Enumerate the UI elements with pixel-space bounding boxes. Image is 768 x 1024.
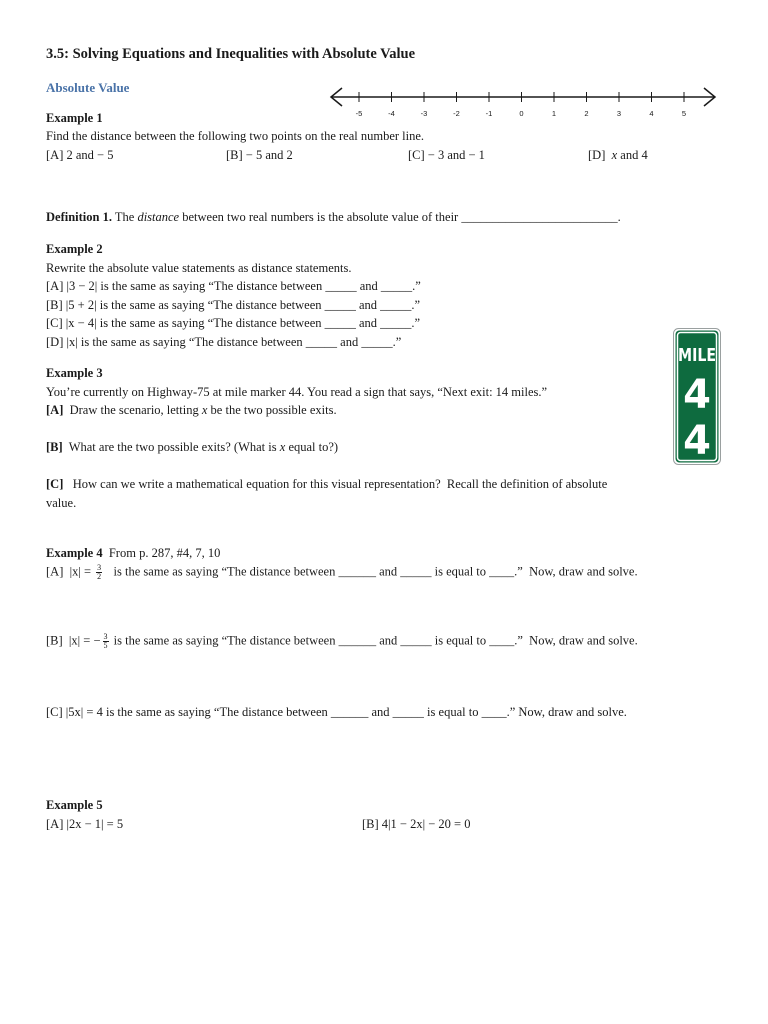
example2-item-b: [B] |5 + 2| is the same as saying “The distance between _____ and _____.”: [46, 298, 421, 312]
number-line-tick-label: 4: [649, 109, 654, 118]
fraction: $\frac{3}{5}$: [103, 632, 108, 650]
sign-digit-1: 4: [683, 372, 711, 418]
number-line-tick-label: 3: [616, 109, 622, 118]
example3-b: [B] What are the two possible exits? (What is x equal to?): [46, 440, 339, 454]
example2-item-a: [A] |3 − 2| is the same as saying “The distance between _____ and _____.”: [46, 279, 421, 293]
sign-digit-2: 4: [683, 418, 711, 464]
number-line-tick-label: -3: [420, 109, 428, 118]
example2-prompt: Rewrite the absolute value statements as distance statements.: [46, 261, 352, 275]
example3-c: [C] How can we write a mathematical equation for this visual representation? Recall the definition of absolute: [46, 477, 608, 491]
section-heading: Absolute Value: [46, 80, 130, 95]
number-line-tick-label: -1: [485, 109, 493, 118]
example4-b: [B] |x| = − $\frac{3}{5}$ is the same as saying “The distance between ______ and _____ is equal to ____.” Now, draw and solve.: [46, 632, 638, 650]
sign-mile-text: MILE: [678, 345, 716, 366]
example3-c-continued: value.: [46, 496, 77, 510]
example1-a: [A] 2 and − 5: [46, 148, 114, 162]
definition-1: Definition 1. The distance between two real numbers is the absolute value of their _________________________.: [46, 210, 621, 224]
example4-heading: Example 4 From p. 287, #4, 7, 10: [46, 546, 221, 560]
number-line-tick-label: -5: [355, 109, 363, 118]
number-line-tick-label: 0: [519, 109, 524, 118]
number-line-tick-label: 1: [551, 109, 557, 118]
example1-prompt: Find the distance between the following two points on the real number line.: [46, 129, 425, 143]
number-line-tick-label: -4: [388, 109, 395, 118]
example1-heading: Example 1: [46, 111, 103, 125]
example5-a: [A] |2x − 1| = 5: [46, 817, 124, 831]
example5-b: [B] 4|1 − 2x| − 20 = 0: [362, 817, 471, 831]
example2-item-d: [D] |x| is the same as saying “The distance between _____ and _____.”: [46, 335, 402, 349]
number-line-tick-label: 2: [584, 109, 589, 118]
example4-a: [A] |x| = $\frac{3}{2}$ is the same as saying “The distance between ______ and _____ is equal to ____.” Now, draw and solve.: [46, 563, 638, 581]
example1-c: [C] − 3 and − 1: [408, 148, 485, 162]
number-line-tick-label: -2: [453, 109, 460, 118]
page-title: 3.5: Solving Equations and Inequalities with Absolute Value: [46, 46, 416, 62]
example3-a: [A] Draw the scenario, letting x be the two possible exits.: [46, 403, 337, 417]
example1-b: [B] − 5 and 2: [226, 148, 293, 162]
example3-heading: Example 3: [46, 366, 103, 380]
example2-heading: Example 2: [46, 242, 103, 256]
example2-item-c: [C] |x − 4| is the same as saying “The distance between _____ and _____.”: [46, 316, 421, 330]
number-line: [328, 84, 720, 118]
example3-text: You’re currently on Highway-75 at mile marker 44. You read a sign that says, “Next exit: 14 miles.”: [46, 385, 548, 399]
number-line-tick-label: 5: [681, 109, 687, 118]
example1-d: [D] x and 4: [588, 148, 648, 162]
example4-c: [C] |5x| = 4 is the same as saying “The distance between ______ and _____ is equal to ____.” Now, draw and solve.: [46, 705, 627, 719]
example5-heading: Example 5: [46, 798, 103, 812]
fraction: $\frac{3}{2}$: [97, 563, 102, 581]
mile-marker-sign-image: [673, 328, 721, 465]
